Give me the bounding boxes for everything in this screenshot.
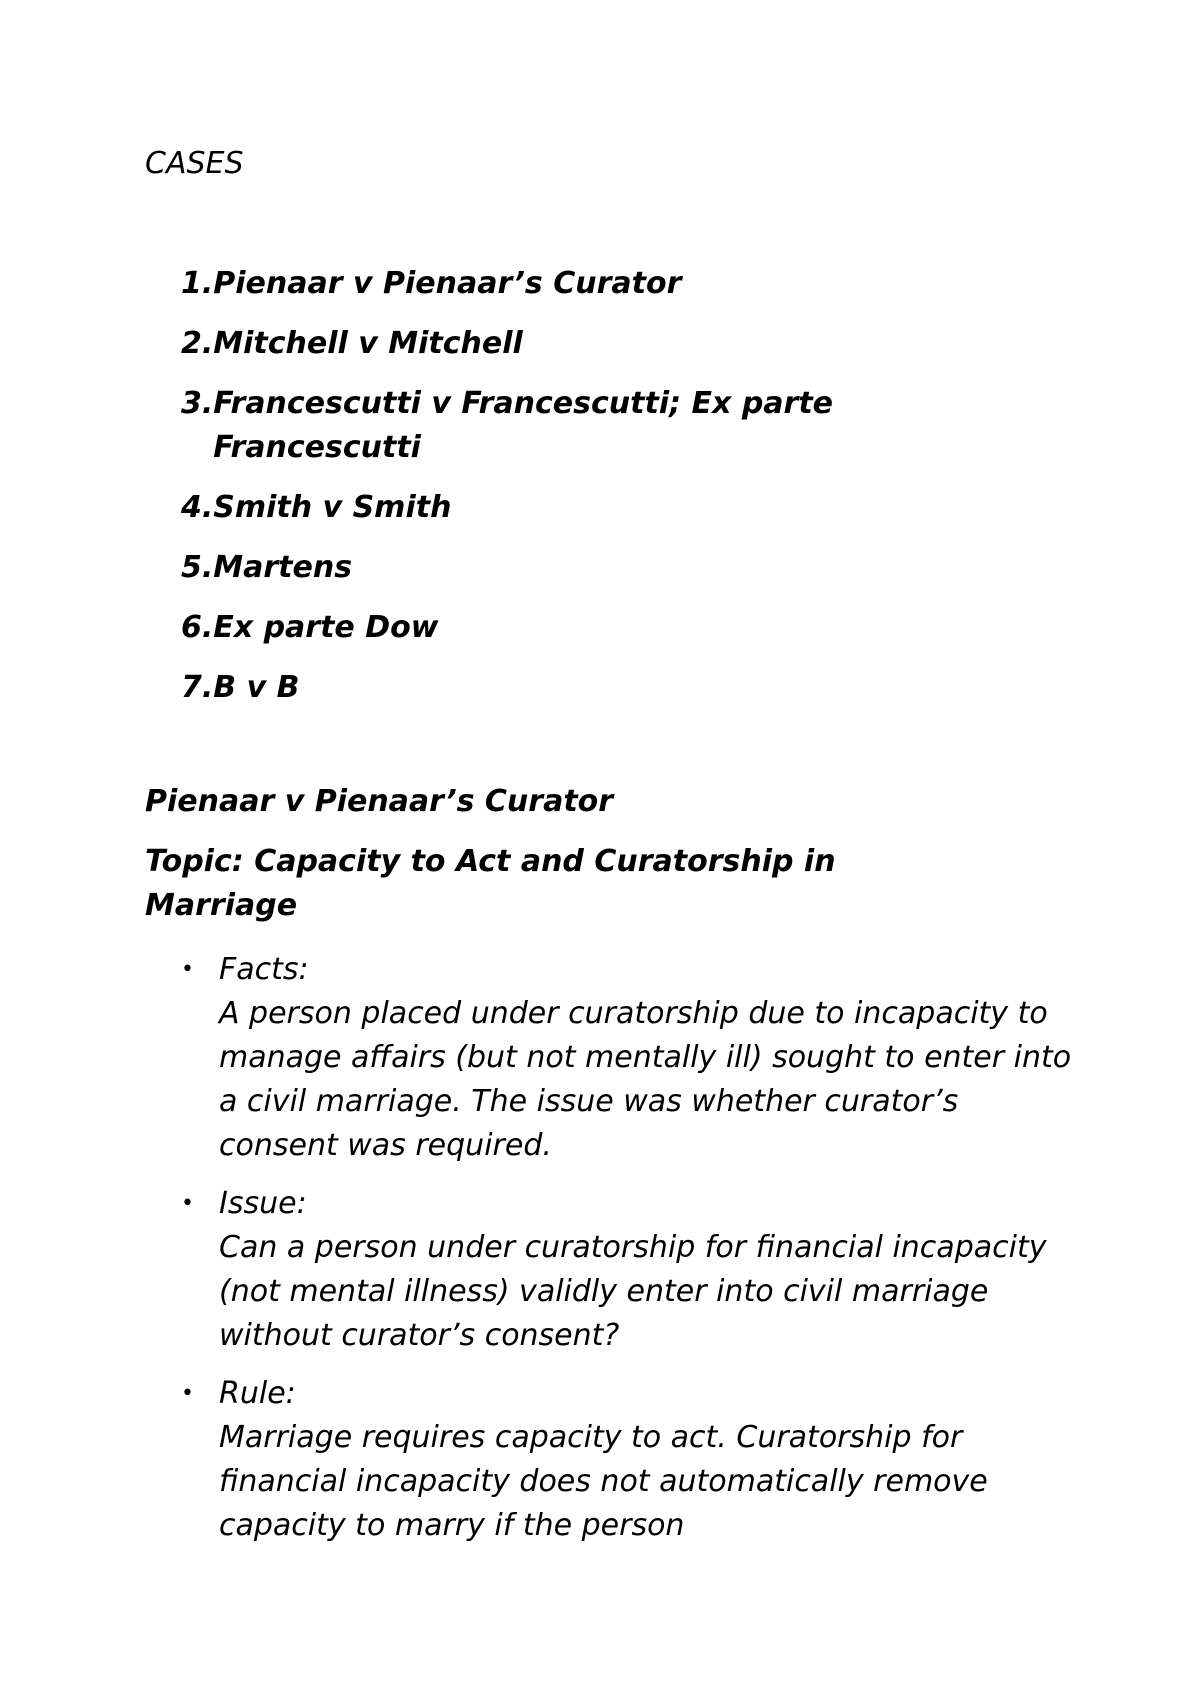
bullet-label: Issue: xyxy=(219,1186,307,1221)
case-number: 5. xyxy=(181,550,214,585)
case-name: Pienaar v Pienaar’s Curator xyxy=(213,266,682,301)
case-list-item xyxy=(181,262,941,306)
case-list-item xyxy=(181,382,941,470)
case-list-item xyxy=(181,322,941,366)
case-name: Martens xyxy=(213,550,353,585)
issue-bullet xyxy=(181,1182,1081,1358)
case-list-item xyxy=(181,486,941,530)
rule-bullet xyxy=(181,1372,1081,1548)
bullet-text: Can a person under curatorship for financial incapacity (not mental illness) validly enter into civil marriage without curator’s consent? xyxy=(219,1230,1047,1353)
cases-heading: CASES xyxy=(145,146,244,181)
case-name: B v B xyxy=(213,670,300,705)
bullet-content xyxy=(219,948,1081,1168)
case-list-item xyxy=(181,546,941,590)
bullet-icon: • xyxy=(181,1381,194,1406)
facts-bullet xyxy=(181,948,1081,1168)
bullet-text: Marriage requires capacity to act. Curatorship for financial incapacity does not automatically remove capacity to marry if the person xyxy=(219,1420,988,1543)
case-name: Ex parte Dow xyxy=(213,610,439,645)
case-title: Pienaar v Pienaar’s Curator xyxy=(145,784,614,819)
topic-heading: Topic: Capacity to Act and Curatorship in Marriage xyxy=(145,844,836,923)
bullet-label: Rule: xyxy=(219,1376,296,1411)
case-name: Mitchell v Mitchell xyxy=(213,326,523,361)
case-number: 7. xyxy=(181,670,214,705)
case-list-item xyxy=(181,666,941,710)
bullet-content xyxy=(219,1372,1081,1548)
bullet-label: Facts: xyxy=(219,952,309,987)
case-list-item xyxy=(181,606,941,650)
bullet-content xyxy=(219,1182,1081,1358)
case-number: 2. xyxy=(181,326,214,361)
bullet-icon: • xyxy=(181,957,194,982)
case-number: 1. xyxy=(181,266,214,301)
case-analysis-list xyxy=(181,948,1081,1562)
bullet-icon: • xyxy=(181,1191,194,1216)
case-number: 6. xyxy=(181,610,214,645)
case-list xyxy=(181,262,941,726)
bullet-text: A person placed under curatorship due to incapacity to manage affairs (but not mentally ill) sought to enter into a civil marriage. The issue was whether curator’s consent was required. xyxy=(219,996,1072,1163)
case-number: 3. xyxy=(181,386,214,421)
case-name: Smith v Smith xyxy=(213,490,452,525)
case-name: Francescutti v Francescutti; Ex parte Francescutti xyxy=(213,386,834,465)
case-number: 4. xyxy=(181,490,214,525)
